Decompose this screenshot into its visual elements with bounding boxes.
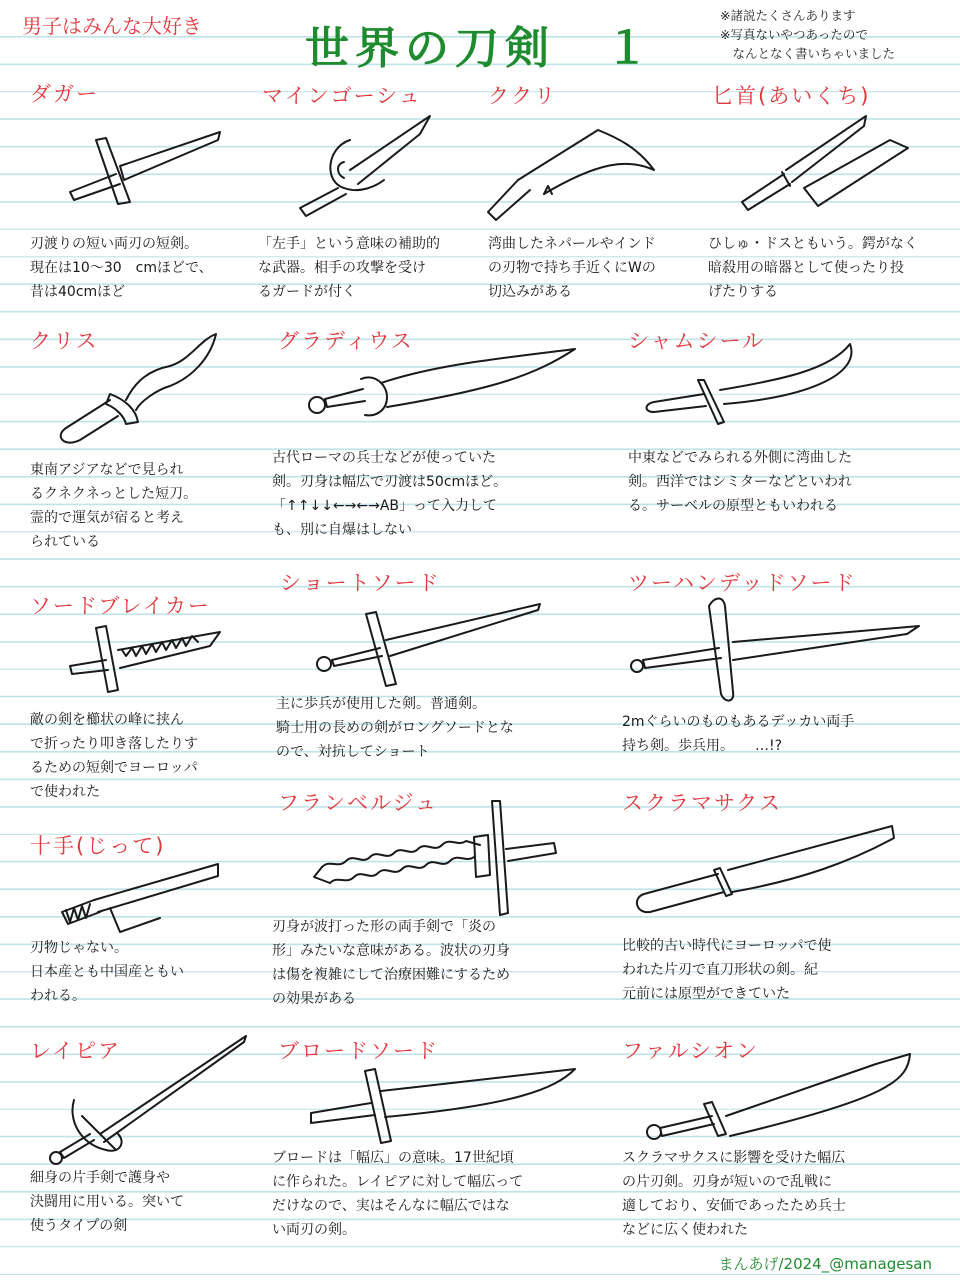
item-name-dagger: ダガー xyxy=(30,82,99,106)
header-tagline: 男子はみんな大好き xyxy=(22,14,202,38)
item-name-kukri: ククリ xyxy=(488,84,557,108)
scramasax-icon xyxy=(630,820,900,930)
item-desc-falchion: スクラマサクスに影響を受けた幅広 の片刃剣。刃身が短いので乱戦に 適しており、安価であったため兵士 などに広く使われた xyxy=(622,1150,846,1238)
rapier-icon xyxy=(20,1030,250,1170)
item-name-broadsword: ブロードソード xyxy=(278,1039,439,1063)
broadsword-icon xyxy=(295,1055,585,1145)
item-desc-shortsword: 主に歩兵が使用した剣。普通剣。 騎士用の長めの剣がロングソードとな ので、対抗してショート xyxy=(276,696,514,760)
item-desc-flamberge: 刃身が波打った形の両手剣で「炎の 形」みたいな意味がある。波状の刃身 は傷を複雑にして治療困難にするため の効果がある xyxy=(272,919,510,1007)
item-name-flamberge: フランベルジュ xyxy=(278,791,439,815)
item-name-scramasax: スクラマサクス xyxy=(622,791,782,815)
author-credit: まんあげ/2024_@managesan xyxy=(718,1255,932,1273)
item-desc-kris: 東南アジアなどで見られ るクネクネっとした短刀。 霊的で運気が宿ると考え られている xyxy=(30,462,198,550)
item-name-gladius: グラディウス xyxy=(278,329,414,353)
item-desc-main-gauche: 「左手」という意味の補助的 な武器。相手の攻撃を受け るガードが付く xyxy=(258,236,440,300)
header-notes: ※諸説たくさんあります ※写真ないやつあったので なんとなく書いちゃいました xyxy=(720,8,896,61)
item-desc-broadsword: ブロードは「幅広」の意味。17世紀頃 に作られた。レイピアに対して幅広って だけなので、実はそんなに幅広ではな い両刃の剣。 xyxy=(272,1150,524,1238)
main-gauche-icon xyxy=(280,112,440,222)
item-desc-scramasax: 比較的古い時代にヨーロッパで使 われた片刃で直刀形状の剣。紀 元前には原型ができていた xyxy=(622,938,832,1002)
item-name-main-gauche: マインゴーシュ xyxy=(262,84,422,108)
item-desc-jitte: 刃物じゃない。 日本産とも中国産ともい われる。 xyxy=(30,940,184,1004)
item-desc-swordbreaker: 敵の剣を櫛状の峰に挟ん で折ったり叩き落したりす るための短剣でヨーロッパ で使われた xyxy=(30,712,198,800)
flamberge-icon xyxy=(310,795,560,920)
page-title: 世界の刀剣 １ xyxy=(305,23,655,74)
item-desc-dagger: 刃渡りの短い両刃の短剣。 現在は10〜30 cmほどで、 昔は40cmほど xyxy=(30,236,213,300)
falchion-icon xyxy=(640,1050,920,1140)
aikuchi-icon xyxy=(730,112,920,222)
shortsword-icon xyxy=(310,600,550,690)
item-name-shamshir: シャムシール xyxy=(628,329,766,353)
two-handed-sword-icon xyxy=(625,590,925,710)
item-desc-two-handed: 2mぐらいのものもあるデッカい両手 持ち剣。歩兵用。 …!? xyxy=(622,714,855,754)
item-name-aikuchi: 匕首(あいくち) xyxy=(712,84,871,108)
item-name-jitte: 十手(じって) xyxy=(30,834,166,858)
item-name-falchion: ファルシオン xyxy=(622,1039,760,1063)
shamshir-icon xyxy=(640,340,890,430)
dagger-icon xyxy=(60,118,240,218)
swordbreaker-icon xyxy=(60,610,230,700)
item-desc-gladius: 古代ローマの兵士などが使っていた 剣。刃身は幅広で刃渡は50cmほど。 「↑↑↓↓←→←→AB」って入力して も、別に自爆はしない xyxy=(272,450,508,538)
item-desc-shamshir: 中東などでみられる外側に湾曲した 剣。西洋ではシミターなどといわれ る。サーベルの原型ともいわれる xyxy=(628,450,852,514)
gladius-icon xyxy=(295,345,585,435)
jitte-icon xyxy=(50,860,230,940)
item-name-rapier: レイピア xyxy=(30,1039,121,1063)
item-desc-rapier: 細身の片手剣で護身や 決闘用に用いる。突いて 使うタイプの剣 xyxy=(30,1170,184,1234)
kukri-icon xyxy=(478,118,668,228)
kris-icon xyxy=(40,330,240,460)
item-name-kris: クリス xyxy=(30,329,99,353)
item-name-shortsword: ショートソード xyxy=(280,571,441,595)
item-desc-aikuchi: ひしゅ・ドスともいう。鍔がなく 暗殺用の暗器として使ったり投 げたりする xyxy=(708,236,918,300)
item-desc-kukri: 湾曲したネパールやインド の刃物で持ち手近くにWの 切込みがある xyxy=(488,236,656,300)
item-name-two-handed: ツーハンデッドソード xyxy=(628,571,857,595)
item-name-swordbreaker: ソードブレイカー xyxy=(30,594,211,618)
